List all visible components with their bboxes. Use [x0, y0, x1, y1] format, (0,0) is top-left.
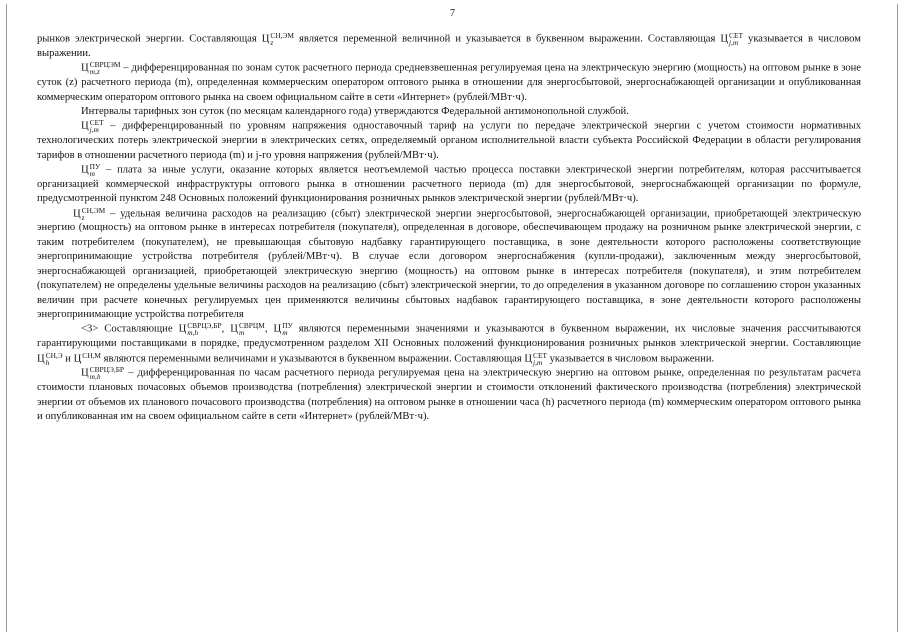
p7-text-f: являются переменными величинами и указываются в буквенном выражении. Составляющая	[100, 353, 525, 364]
p5-text: – плата за иные услуги, оказание которых является неотъемлемой частью процесса поставки электрической энергии потребителям, которая рассчитывается организацией коммерческой инфраструктуры оптового рынка в отношении расчетного периода (m) для энергосбытовой, энергоснабжающей организации по формуле, предусмотренной пунктом 248 Основных положений функционирования розничных рынков электрической энергии (рублей/МВт·ч).	[37, 164, 861, 205]
symbol-ts-set-jm-3: Ц СЕТ j,m	[524, 350, 547, 367]
symbol-ts-sn-em-z: Ц СН,ЭМ z	[261, 31, 294, 47]
paragraph-1	[37, 32, 861, 61]
symbol-ts-svrts-br-mh-2: Ц СВРЦЭ,БР m,h	[81, 365, 125, 382]
p2-text: – дифференцированная по зонам суток расчетного периода средневзвешенная регулируемая цена на электрическую энергию (мощность) на оптовом рынке в зоне суток (z) расчетного периода (m), определенная коммерческим оператором оптового рынка в отношении для энергосбытовой, энергоснабжающей организации и опубликованная коммерческим оператором оптового рынка на своем официальном сайте в сети «Интернет» (рублей/МВт·ч).	[37, 62, 861, 103]
page-number: 7	[450, 8, 455, 19]
p7-text-g: указывается в числовом выражении.	[546, 353, 715, 364]
p7-text-d: являются переменными значениями и указываются в буквенном выражении, их числовые значения рассчитываются гарантирующими поставщиками в порядке, предусмотренном разделом XII Основных положений функционирования розничных рынков электрической энергии. Составляющие	[37, 323, 862, 350]
symbol-ts-set-jm: Ц СЕТ j,m	[720, 31, 743, 47]
p8-text: – дифференцированная по часам расчетного периода регулируемая цена на электрическую энергию на оптовом рынке, определенная по результатам расчета стоимости плановых почасовых объемов производства (потребления) электрической энергии и стоимости отклонений фактического производства (потребления) электрической энергии от объемов их планового почасового производства (потребления) на оптовом рынке в отношении часа (h) расчетного периода (m) коммерческим оператором оптового рынка и опубликованная им на своем официальном сайте в сети «Интернет» (рублей/МВт·ч).	[37, 367, 861, 423]
p1-text-a: рынков электрической энергии. Составляющая	[37, 33, 262, 45]
symbol-ts-sn-em-z-2: Ц СН,ЭМ z	[73, 205, 106, 222]
p1-text-c: указывается в числовом выражении.	[37, 33, 861, 59]
paragraph-4	[37, 119, 861, 163]
paragraph-7: <3> Составляющие Ц СВРЦЭ,БР m,h , Ц СВРЦМ m , Ц ПУ m являются переменными значениями и указываются в буквенном выражении, их числовые значения рассчитываются гарантирующими поставщиками в порядке, предусмотренном разделом XII Основных положений функционирования розничных рынков электрической энергии. Составляющие Ц СН,Э h и Ц СН,М являются переменными величинами и указываются в буквенном выражении. Составляющая Ц СЕТ j,m указывается в числовом выражении.	[37, 321, 862, 367]
paragraph-5	[37, 163, 861, 207]
paragraph-8	[37, 366, 861, 424]
symbol-ts-svrtsm-m: Ц СВРЦМ m	[230, 321, 265, 338]
document-body	[37, 32, 861, 424]
p7-text-a: <3> Составляющие	[81, 323, 179, 335]
p6-text: – удельная величина расходов на реализацию (сбыт) электрической энергии энергосбытовой, энергоснабжающей организации, приобретающей электрическую энергию (мощность) на оптовом рынке в интересах потребителя (покупателя), определенная в договоре, обеспечивающем продажу на розничном рынке электрической энергии, с таким потребителем (покупателем), не превышающая сбытовую надбавку гарантирующего поставщика, в зоне деятельности которого расположены соответствующие энергопринимающие устройства потребителя (рублей/МВт·ч). В случае если договором энергоснабжения (купли-продажи), заключенным между энергосбытовой, энергоснабжающей организацией, приобретающей электрическую энергию (мощность) на оптовом рынке в интересах потребителя (покупателя), и этим потребителем (покупателем) не определены удельные величины расходов на реализацию (сбыт) электрической энергии, то до определения в указанном договоре по соглашению сторон указанных величин при расчете конечных регулируемых цен применяются величины сбытовых надбавок гарантирующего поставщика, в зоне деятельности которого расположены энергопринимающие устройства потребителя	[37, 208, 861, 320]
paragraph-2	[37, 61, 861, 105]
p4-text: – дифференцированный по уровням напряжения одноставочный тариф на услуги по передаче электрической энергии с учетом стоимости нормативных технологических потерь электрической энергии в электрических сетях, определяемый органом исполнительной власти субъекта Российской Федерации в области регулирования тарифов в отношении расчетного периода (m) и j-го уровня напряжения (рублей/МВт·ч).	[37, 120, 861, 161]
symbol-ts-sn-e-h: Ц СН,Э h	[37, 350, 63, 367]
symbol-ts-pu-m: Ц ПУ m	[81, 161, 101, 178]
paragraph-6	[37, 207, 861, 323]
symbol-ts-sn-m: Ц СН,М	[73, 350, 101, 364]
paragraph-3	[37, 105, 861, 119]
symbol-ts-svrts-br-mh: Ц СВРЦЭ,БР m,h	[178, 321, 222, 338]
symbol-ts-svrts-em-mz: Ц СВРЦЭМ m,z	[81, 60, 121, 77]
p1-text-b: является переменной величиной и указывается в буквенном выражении. Составляющая	[293, 33, 721, 45]
symbol-ts-pu-m-2: Ц ПУ m	[273, 321, 293, 338]
symbol-ts-set-jm-2: Ц СЕТ j,m	[81, 118, 104, 135]
p3-text: Интервалы тарифных зон суток (по месяцам календарного года) утверждаются Федеральной антимонопольной службой.	[81, 105, 629, 117]
